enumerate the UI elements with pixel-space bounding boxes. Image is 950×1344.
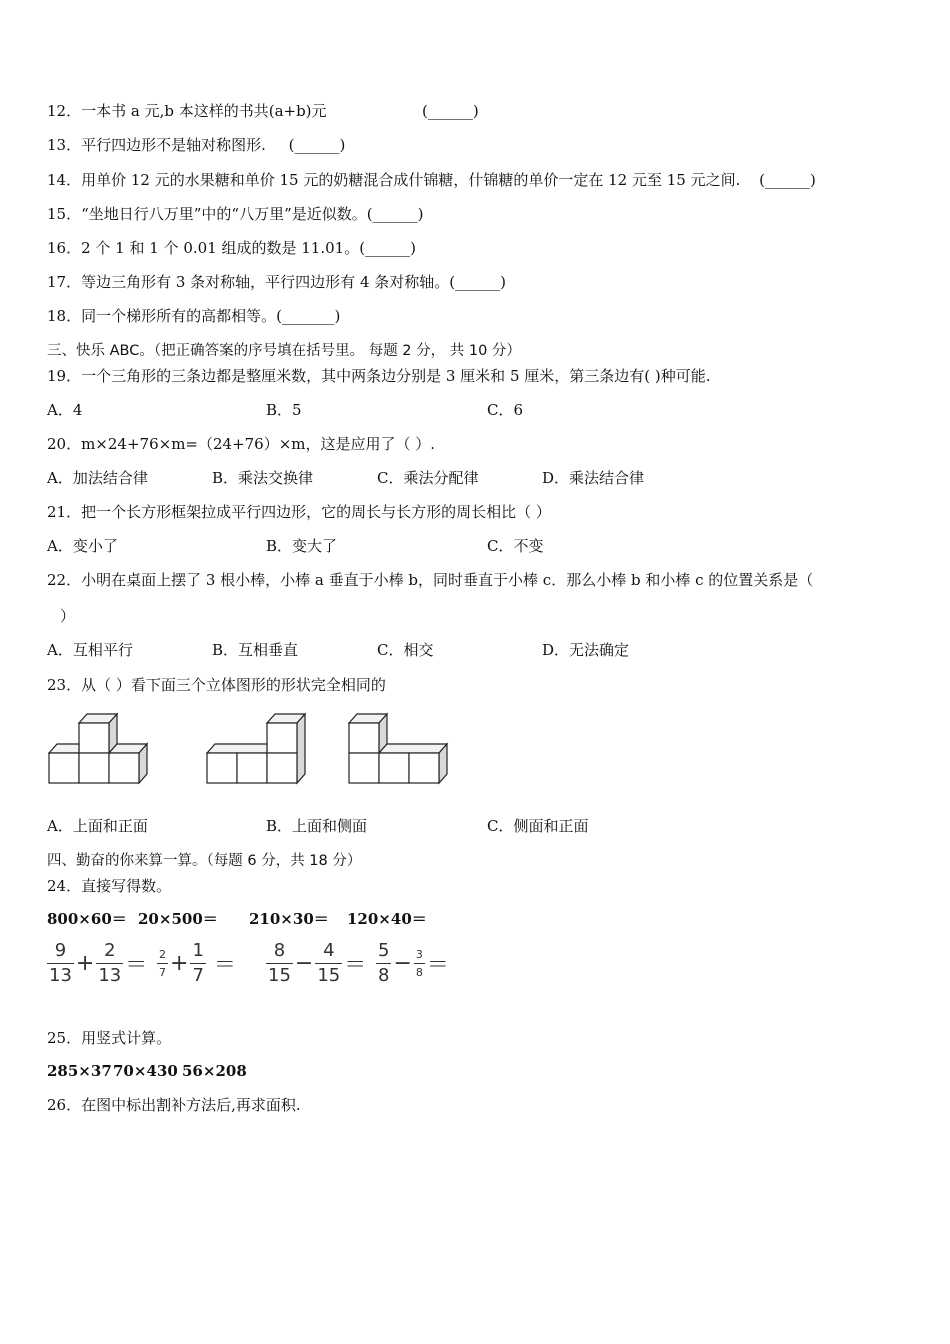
fraction-expression-1: $\frac{9}{13}$ + $\frac{2}{13}$ ＝: [49, 940, 148, 986]
q20-option-a[interactable]: A．加法结合律: [47, 469, 148, 487]
cube-figure-2: [205, 706, 311, 786]
question-18: [47, 306, 340, 326]
q21-option-a[interactable]: A．变小了: [47, 537, 118, 555]
question-13: [47, 135, 345, 155]
answer-blank[interactable]: (______): [359, 239, 416, 257]
question-22-cont: ）: [60, 607, 76, 625]
calc-item: 210×30＝: [249, 910, 329, 928]
answer-blank[interactable]: (______): [449, 273, 506, 291]
question-text: “坐地日行八万里”中的“八万里”是近似数。: [81, 205, 367, 223]
question-number: 17．: [47, 273, 82, 291]
section-3-heading: 三、快乐 ABC。（把正确答案的序号填在括号里。 每题 2 分， 共 10 分）: [47, 343, 521, 359]
fraction-expression-4: $\frac{5}{8}$ − $\frac{3}{8}$ ＝: [378, 940, 449, 986]
question-number: 14．: [47, 171, 82, 189]
question-text: 用单价 12 元的水果糖和单价 15 元的奶糖混合成什锦糖，什锦糖的单价一定在 12 元至 15 元之间.: [81, 171, 741, 189]
question-text: 2 个 1 和 1 个 0.01 组成的数是 11.01。: [81, 239, 360, 257]
cube-figure-3: [347, 706, 453, 786]
vertical-calc-item: 56×208: [182, 1062, 247, 1080]
question-15: [47, 204, 424, 224]
question-16: [47, 238, 416, 258]
q22-option-a[interactable]: A．互相平行: [47, 641, 133, 659]
answer-blank[interactable]: (_______): [276, 307, 341, 325]
calc-item: 800×60＝: [47, 910, 127, 928]
q21-option-c[interactable]: C．不变: [487, 537, 544, 555]
question-23: 23．从（ ）看下面三个立体图形的形状完全相同的: [47, 676, 386, 694]
cube-figure-1: [47, 706, 153, 786]
question-text: 等边三角形有 3 条对称轴，平行四边形有 4 条对称轴。: [81, 273, 450, 291]
calc-item: 120×40＝: [347, 910, 427, 928]
fraction-expression-3: $\frac{8}{15}$ − $\frac{4}{15}$ ＝: [268, 940, 367, 986]
question-26-title: 26．在图中标出割补方法后,再求面积.: [47, 1096, 301, 1114]
q19-option-b[interactable]: B．5: [266, 401, 302, 419]
question-number: 18．: [47, 307, 82, 325]
q19-option-a[interactable]: A．4: [47, 401, 83, 419]
answer-blank[interactable]: (______): [759, 171, 816, 189]
q21-option-b[interactable]: B．变大了: [266, 537, 338, 555]
q20-option-c[interactable]: C．乘法分配律: [377, 469, 479, 487]
q23-option-b[interactable]: B．上面和侧面: [266, 817, 368, 835]
answer-blank[interactable]: (______): [288, 136, 346, 154]
q20-option-d[interactable]: D．乘法结合律: [542, 469, 645, 487]
answer-blank[interactable]: (______): [422, 102, 479, 120]
question-number: 16．: [47, 239, 82, 257]
question-17: [47, 272, 506, 292]
question-14: [47, 170, 816, 190]
q22-option-c[interactable]: C．相交: [377, 641, 434, 659]
question-24-title: 24．直接写得数。: [47, 877, 172, 895]
question-number: 13．: [47, 136, 82, 154]
q22-option-d[interactable]: D．无法确定: [542, 641, 630, 659]
vertical-calc-item: 70×430: [113, 1062, 178, 1080]
question-19: 19．一个三角形的三条边都是整厘米数，其中两条边分别是 3 厘米和 5 厘米，第三条边有( )种可能.: [47, 367, 711, 385]
vertical-calc-item: 285×37: [47, 1062, 112, 1080]
calc-item: 20×500＝: [138, 910, 218, 928]
question-21: 21．把一个长方形框架拉成平行四边形，它的周长与长方形的周长相比（ ）: [47, 503, 551, 521]
question-12: [47, 101, 479, 121]
q20-option-b[interactable]: B．乘法交换律: [212, 469, 314, 487]
question-text: 平行四边形不是轴对称图形.: [81, 136, 266, 154]
section-4-heading: 四、勤奋的你来算一算。（每题 6 分，共 18 分）: [47, 853, 362, 869]
question-text: 一本书 a 元,b 本这样的书共(a+b)元: [81, 102, 327, 120]
answer-blank[interactable]: (______): [366, 205, 424, 223]
q22-option-b[interactable]: B．互相垂直: [212, 641, 299, 659]
question-text: 同一个梯形所有的高都相等。: [81, 307, 277, 325]
question-25-title: 25．用竖式计算。: [47, 1029, 172, 1047]
q19-option-c[interactable]: C．6: [487, 401, 524, 419]
question-22: 22．小明在桌面上摆了 3 根小棒，小棒 a 垂直于小棒 b，同时垂直于小棒 c．那么小棒 b 和小棒 c 的位置关系是（: [47, 571, 814, 589]
fraction-expression-2: $\frac{2}{7}$ + $\frac{1}{7}$ ＝: [159, 940, 236, 986]
q23-option-c[interactable]: C．侧面和正面: [487, 817, 589, 835]
question-number: 12．: [47, 102, 82, 120]
q23-option-a[interactable]: A．上面和正面: [47, 817, 148, 835]
question-20: 20．m×24+76×m=（24+76）×m，这是应用了（ ）.: [47, 435, 436, 453]
question-number: 15．: [47, 205, 82, 223]
